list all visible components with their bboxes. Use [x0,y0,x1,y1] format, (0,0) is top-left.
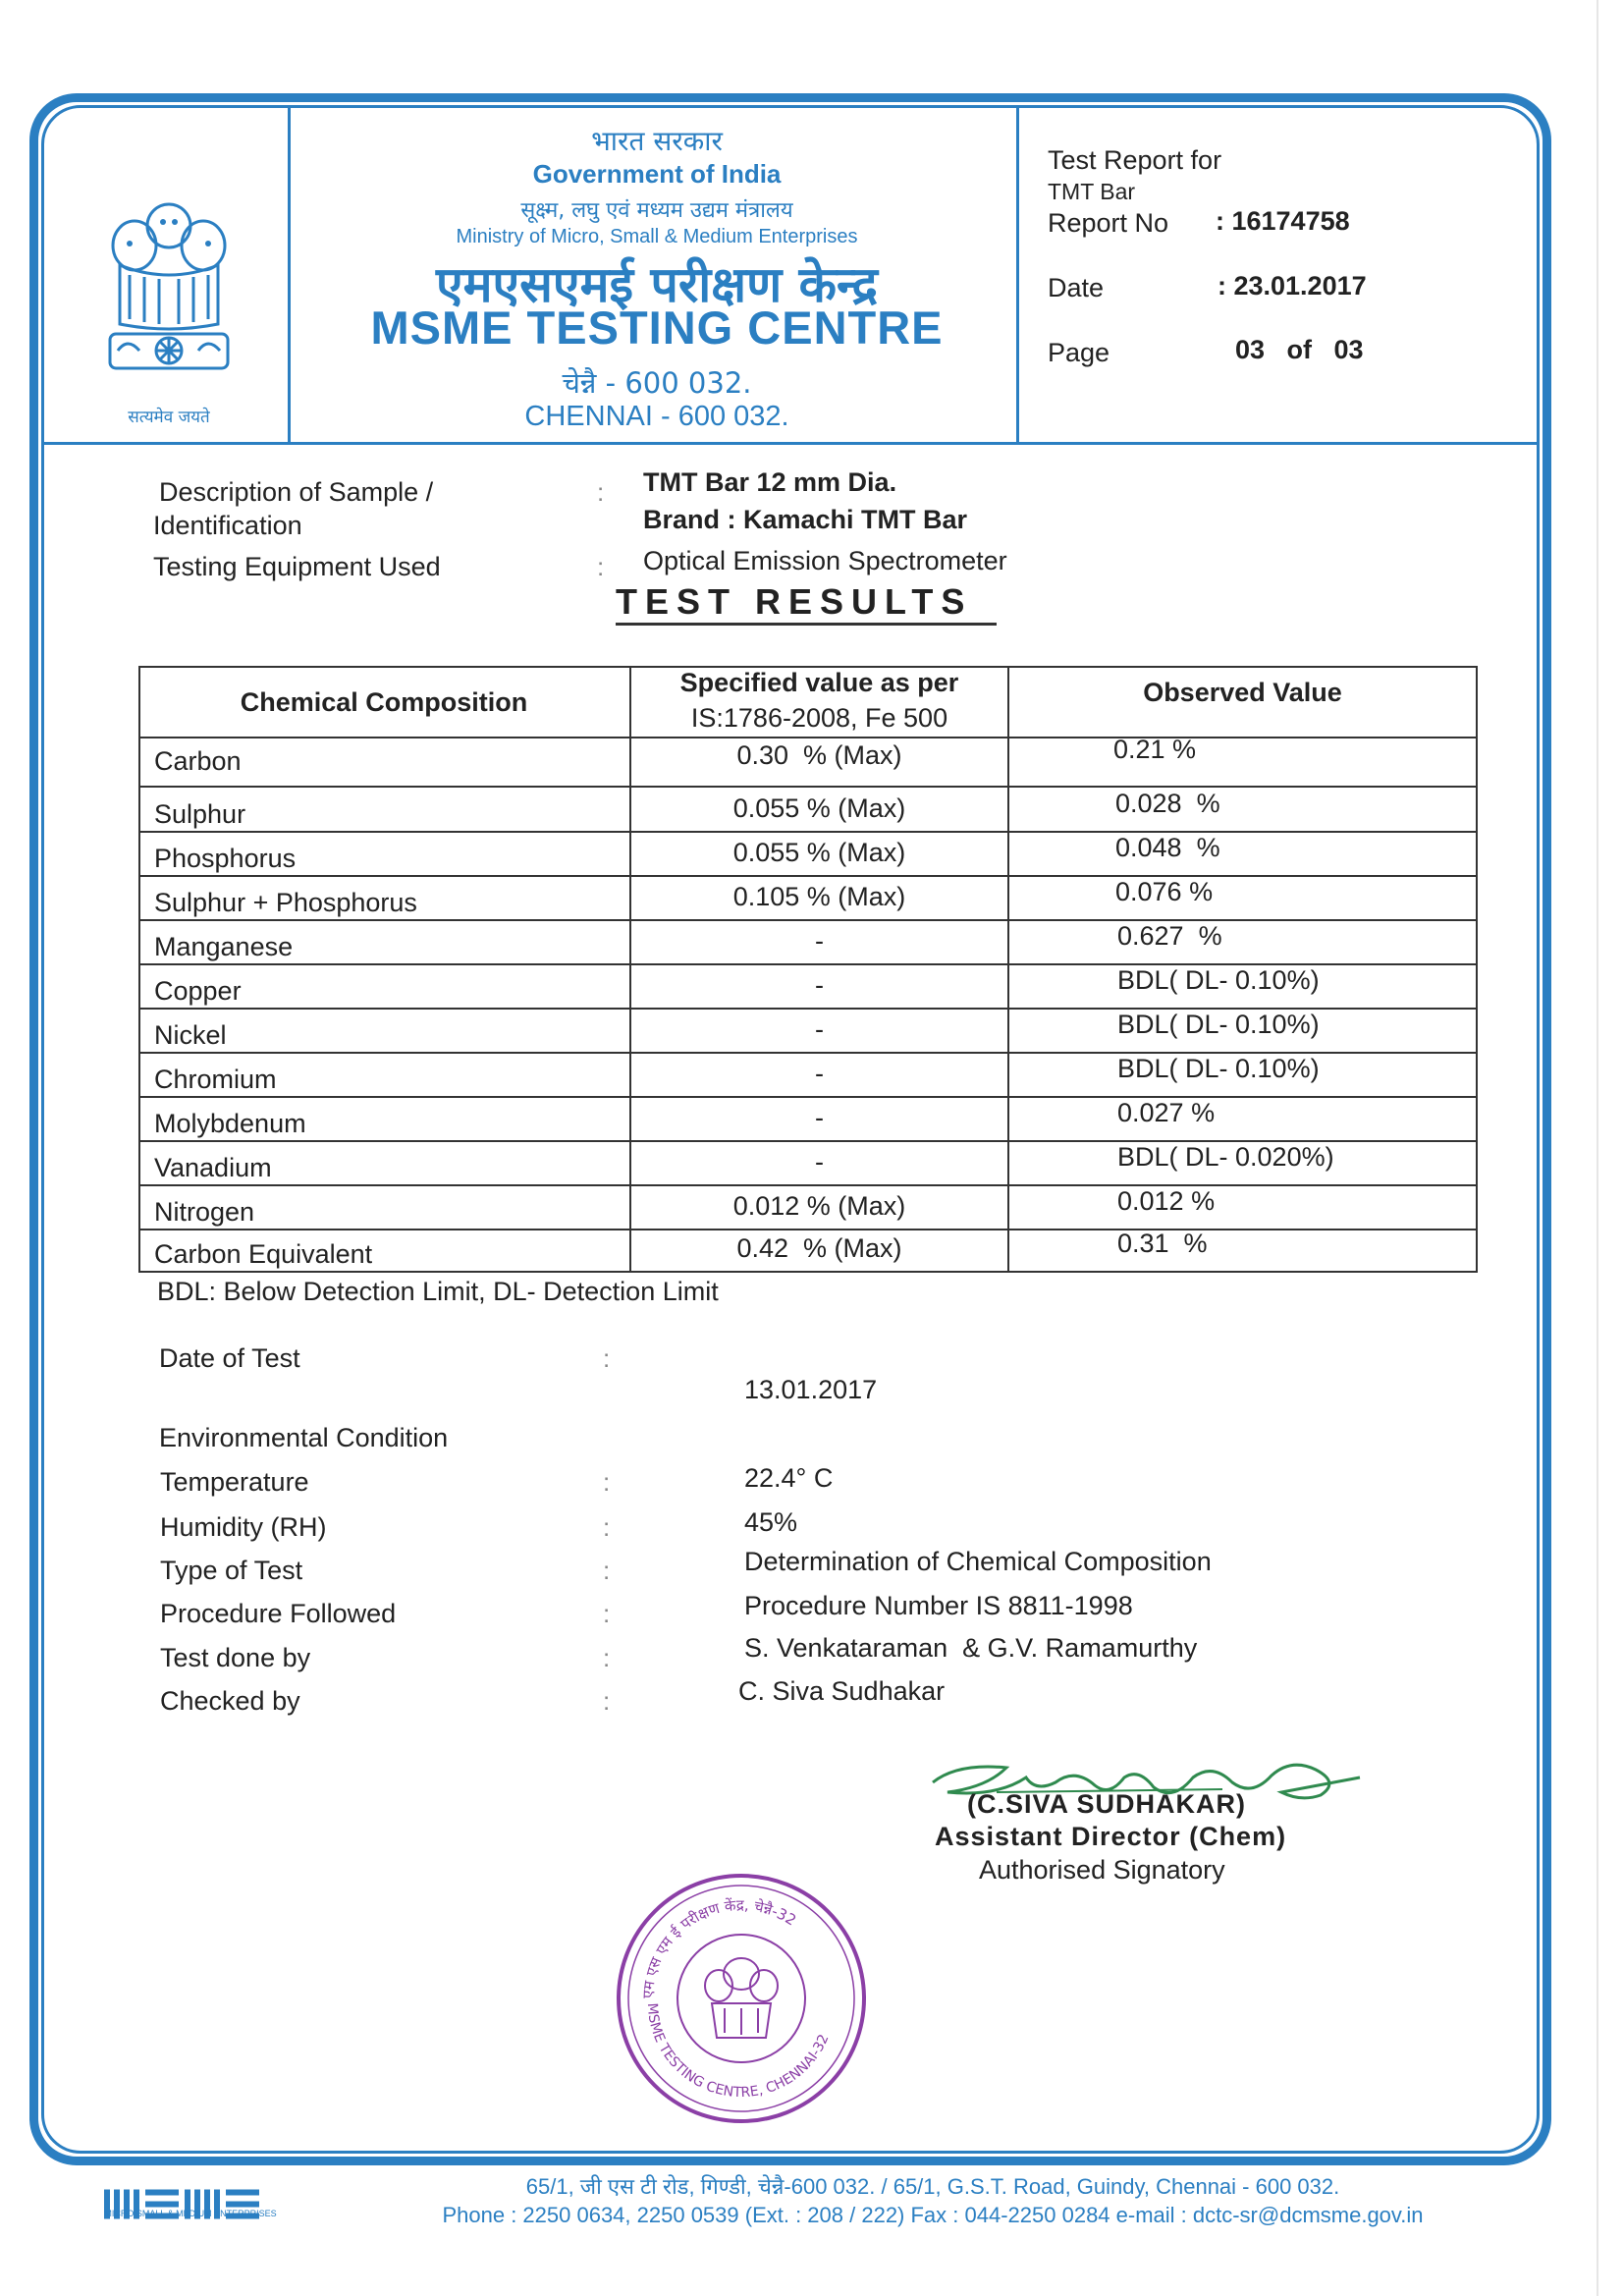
observed-cell: BDL( DL- 0.10%) [1117,965,1320,995]
colon: : [603,1343,611,1373]
table-rule [138,737,1476,738]
colon: : [597,477,605,507]
msme-logo-tagline: MICRO SMALL & MEDIUM ENTERPRISES [104,2209,277,2218]
element-cell: Phosphorus [154,844,297,873]
observed-cell: BDL( DL- 0.10%) [1117,1054,1320,1083]
specified-cell: 0.055 % (Max) [732,793,906,823]
element-cell: Nitrogen [154,1197,255,1227]
test-results-heading: TEST RESULTS [616,581,973,622]
hindi-ministry-title: सूक्ष्म, लघु एवं मध्यम उद्यम मंत्रालय [520,198,793,223]
date-of-test-value: 13.01.2017 [744,1375,878,1404]
specified-cell: - [815,1014,824,1044]
col-header-specified: Specified value as per [679,668,959,697]
ministry-title: Ministry of Micro, Small & Medium Enterprises [456,226,858,247]
signatory-designation: Assistant Director (Chem) [935,1822,1287,1851]
header-bottom-rule [41,442,1540,445]
colon: : [603,1512,611,1542]
report-page-value: 03 of 03 [1235,335,1364,364]
equipment-label: Testing Equipment Used [153,552,441,581]
footer-address: 65/1, जी एस टी रोड, गिण्डी, चेन्नै-600 032. / 65/1, G.S.T. Road, Guindy, Chennai - 600 032. [525,2174,1340,2199]
table-rule [138,875,1476,877]
emblem-motto: सत्यमेव जयते [128,408,210,427]
specified-cell: - [815,1147,824,1176]
observed-cell: 0.028 % [1115,789,1220,818]
colon: : [603,1686,611,1716]
colon: : [603,1467,611,1497]
observed-cell: 0.076 % [1115,877,1214,906]
desc-value-2: Brand : Kamachi TMT Bar [643,505,968,534]
report-date-label: Date [1048,273,1105,302]
specified-cell: - [815,1103,824,1132]
environment-label: Environmental Condition [159,1423,449,1452]
signatory-name: (C.SIVA SUDHAKAR) [967,1789,1246,1819]
procedure-label: Procedure Followed [160,1599,397,1628]
procedure-value: Procedure Number IS 8811-1998 [744,1591,1133,1620]
svg-text:एम एस एम ई परीक्षण केंद्र, चेन [639,1896,799,1998]
element-cell: Molybdenum [154,1109,306,1138]
colon: : [597,552,605,581]
footnote: BDL: Below Detection Limit, DL- Detection Limit [157,1277,719,1306]
checked-by-value: C. Siva Sudhakar [738,1676,946,1706]
element-cell: Carbon [154,746,242,776]
observed-cell: 0.627 % [1117,921,1222,951]
temperature-label: Temperature [160,1467,309,1497]
official-seal-stamp [609,1866,874,2131]
element-cell: Sulphur + Phosphorus [154,888,417,917]
table-rule [138,666,140,1273]
observed-cell: BDL( DL- 0.020%) [1117,1142,1334,1172]
national-emblem-icon [90,187,247,432]
observed-cell: BDL( DL- 0.10%) [1117,1010,1320,1039]
table-rule [138,1229,1476,1230]
stamp-bottom-text: MSME TESTING CENTRE, CHENNAI-32 [643,2002,833,2102]
element-cell: Manganese [154,932,294,961]
desc-label-2: Identification [153,511,302,540]
colon: : [603,1643,611,1672]
msme-logo-icon [102,2168,279,2242]
equipment-value: Optical Emission Spectrometer [643,546,1007,575]
city: CHENNAI - 600 032. [524,401,789,432]
table-rule [138,919,1476,921]
header-divider-left [288,105,291,444]
hindi-city: चेन्नै - 600 032. [562,366,752,400]
specified-cell: - [815,926,824,956]
date-of-test-label: Date of Test [159,1343,300,1373]
footer-contact: Phone : 2250 0634, 2250 0539 (Ext. : 208 / 222) Fax : 044-2250 0284 e-mail : dctc-sr@dcmsme.gov.in [442,2203,1424,2227]
test-type-value: Determination of Chemical Composition [744,1547,1212,1576]
col-header-observed: Observed Value [1143,678,1342,707]
colon: : [603,1556,611,1585]
specified-cell: - [815,1059,824,1088]
element-cell: Nickel [154,1020,227,1050]
observed-cell: 0.012 % [1117,1186,1216,1216]
test-type-label: Type of Test [160,1556,303,1585]
specified-cell: 0.105 % (Max) [732,882,906,911]
report-date-value: : 23.01.2017 [1218,271,1367,301]
element-cell: Vanadium [154,1153,272,1182]
hindi-centre-title: एमएसएमई परीक्षण केन्द्र [435,256,879,313]
table-rule [138,786,1476,788]
specified-cell: - [815,970,824,1000]
observed-cell: 0.31 % [1117,1229,1208,1258]
specified-cell: 0.055 % (Max) [732,838,906,867]
svg-text:MSME TESTING CENTRE, CHENNAI-3 [644,2002,833,2101]
report-page-label: Page [1048,338,1110,367]
desc-label-1: Description of Sample / [159,477,434,507]
col-header-specified-standard: IS:1786-2008, Fe 500 [690,703,948,733]
col-header-composition: Chemical Composition [240,687,528,717]
government-title: Government of India [532,159,782,189]
table-rule [138,1096,1476,1098]
temperature-value: 22.4° C [744,1463,834,1493]
report-title: Test Report for [1048,145,1222,175]
element-cell: Carbon Equivalent [154,1239,373,1269]
table-rule [1007,666,1009,1273]
table-rule [1476,666,1478,1273]
test-done-by-value: S. Venkataraman & G.V. Ramamurthy [744,1633,1198,1663]
table-rule [138,1271,1476,1273]
hindi-government-title: भारत सरकार [591,125,723,157]
observed-cell: 0.027 % [1117,1098,1216,1127]
stamp-top-text: एम एस एम ई परीक्षण केंद्र, चेन्नै-32 [638,1895,800,1999]
element-cell: Sulphur [154,799,246,829]
specified-cell: 0.30 % (Max) [736,740,902,770]
checked-by-label: Checked by [160,1686,300,1716]
table-rule [138,1184,1476,1186]
desc-value-1: TMT Bar 12 mm Dia. [643,467,897,497]
report-subject: TMT Bar [1048,179,1136,204]
report-no-label: Report No [1048,208,1169,238]
results-table [138,664,1478,1273]
element-cell: Copper [154,976,242,1006]
element-cell: Chromium [154,1065,277,1094]
specified-cell: 0.42 % (Max) [736,1233,902,1263]
colon: : [603,1599,611,1628]
humidity-value: 45% [744,1507,798,1537]
observed-cell: 0.048 % [1115,833,1220,862]
heading-underline [616,623,997,626]
specified-cell: 0.012 % (Max) [732,1191,906,1221]
centre-title: MSME TESTING CENTRE [370,301,944,354]
page-edge [1597,0,1598,2296]
signatory-role: Authorised Signatory [979,1855,1225,1885]
observed-cell: 0.21 % [1113,735,1197,764]
test-done-by-label: Test done by [160,1643,311,1672]
report-no-value: : 16174758 [1216,206,1350,236]
table-rule [138,831,1476,833]
humidity-label: Humidity (RH) [160,1512,327,1542]
